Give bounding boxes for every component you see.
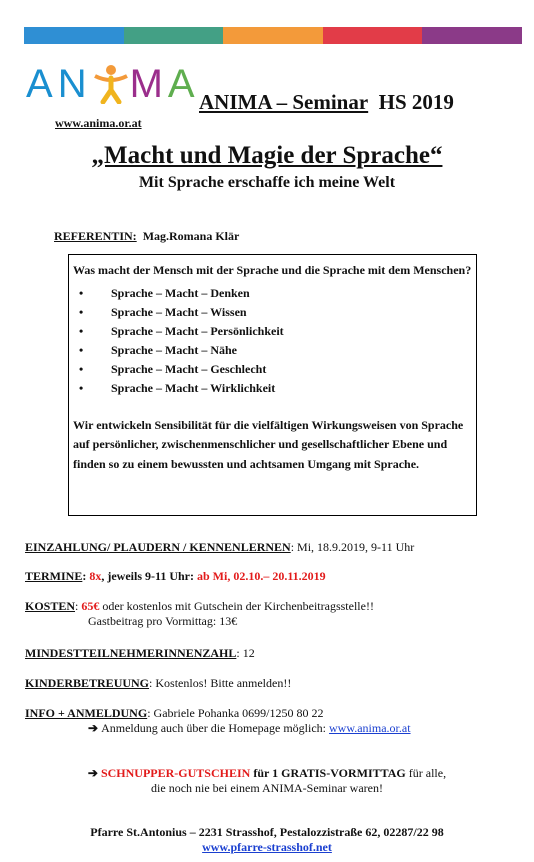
seminar-term: HS 2019 — [378, 90, 454, 114]
content-box — [68, 254, 477, 516]
kinder-line — [25, 676, 291, 691]
einzahlung-value: : Mi, 18.9.2019, 9-11 Uhr — [290, 540, 415, 554]
seminar-title: ANIMA – Seminar — [199, 90, 369, 114]
referentin-label: REFERENTIN: — [54, 229, 137, 243]
box-question: Was macht der Mensch mit der Sprache und die Sprache mit dem Menschen? — [73, 263, 472, 277]
termine-dates: ab Mi, 02.10.– 20.11.2019 — [197, 569, 326, 583]
subtitle: Mit Sprache erschaffe ich meine Welt — [138, 174, 396, 191]
main-title — [0, 142, 534, 170]
kosten-colon: : — [75, 599, 82, 613]
color-bar-red — [323, 27, 423, 44]
topic-list — [73, 284, 472, 398]
logo-letter-a: A — [26, 62, 58, 106]
person-figure-icon — [92, 64, 130, 104]
kosten-label: KOSTEN — [25, 599, 76, 613]
color-bar — [24, 27, 522, 44]
footer-url-wrap — [0, 840, 534, 855]
mindest-label: MINDESTTEILNEHMERINNENZAHL — [25, 646, 237, 660]
info-value: : Gabriele Pohanka 0699/1250 80 22 — [147, 706, 324, 720]
schnupper-highlight: SCHNUPPER-GUTSCHEIN — [100, 766, 251, 780]
homepage-link[interactable]: www.anima.or.at — [329, 721, 411, 735]
color-bar-orange — [223, 27, 323, 44]
homepage-line — [88, 721, 411, 736]
homepage-text: Anmeldung auch über die Homepage möglich: — [101, 721, 329, 735]
footer-url[interactable]: www.pfarre-strasshof.net — [202, 840, 332, 854]
footer-address: Pfarre St.Antonius – 2231 Strasshof, Pestalozzistraße 62, 02287/22 98 — [90, 825, 444, 839]
list-item: • Sprache – Macht – Nähe — [73, 341, 472, 360]
color-bar-blue — [24, 27, 124, 44]
color-bar-green — [124, 27, 224, 44]
termine-count: 8x — [89, 569, 102, 583]
seminar-heading — [199, 90, 454, 115]
logo-letter-m: M — [129, 62, 168, 106]
einzahlung-line — [25, 540, 414, 555]
kinder-label: KINDERBETREUUNG — [25, 676, 150, 690]
kosten-rest: oder kostenlos mit Gutschein der Kirchenbeitragsstelle!! — [99, 599, 374, 613]
schnupper-line2: die noch nie bei einem ANIMA-Seminar waren! — [151, 781, 383, 795]
main-title-text: „Macht und Magie der Sprache“ — [91, 142, 443, 169]
mindest-line — [25, 646, 255, 661]
info-label: INFO + ANMELDUNG — [25, 706, 148, 720]
kinder-value: : Kostenlos! Bitte anmelden!! — [149, 676, 292, 690]
logo-letter-n: N — [57, 62, 92, 106]
termine-label: TERMINE — [25, 569, 83, 583]
termine-line — [25, 569, 326, 584]
kosten-price: 65€ — [81, 599, 100, 613]
list-item: • Sprache – Macht – Persönlichkeit — [73, 322, 472, 341]
kosten-guest: Gastbeitrag pro Vormittag: 13€ — [88, 614, 238, 628]
arrow-right-icon: ➔ — [87, 766, 98, 780]
mindest-value: : 12 — [236, 646, 255, 660]
schnupper-bold: für 1 GRATIS-VORMITTAG — [250, 766, 406, 780]
box-paragraph: Wir entwickeln Sensibilität für die vielfältigen Wirkungsweisen von Sprache auf persönlicher, zwischenmenschlicher und gesellschaftlicher Ebene und finden so zu einem bewussten und achtsamen Umgang mit Sprache. — [73, 417, 464, 471]
list-item: • Sprache – Macht – Wissen — [73, 303, 472, 322]
list-item: • Sprache – Macht – Wirklichkeit — [73, 379, 472, 398]
anima-url[interactable]: www.anima.or.at — [55, 116, 142, 130]
schnupper-line — [0, 766, 534, 781]
referentin-name: Mag.Romana Klär — [142, 229, 240, 243]
logo-letter-a2: A — [167, 62, 200, 106]
termine-colon: : — [82, 569, 90, 583]
termine-times: , jeweils 9-11 Uhr: — [101, 569, 197, 583]
schnupper-rest: für alle, — [405, 766, 447, 780]
list-item: • Sprache – Macht – Geschlecht — [73, 360, 472, 379]
kosten-line — [25, 599, 374, 614]
info-line — [25, 706, 324, 721]
arrow-right-icon: ➔ — [88, 721, 99, 735]
einzahlung-label: EINZAHLUNG/ PLAUDERN / KENNENLERNEN — [25, 540, 291, 554]
color-bar-purple — [422, 27, 522, 44]
list-item: • Sprache – Macht – Denken — [73, 284, 472, 303]
referentin — [54, 229, 239, 244]
anima-logo — [26, 64, 200, 104]
